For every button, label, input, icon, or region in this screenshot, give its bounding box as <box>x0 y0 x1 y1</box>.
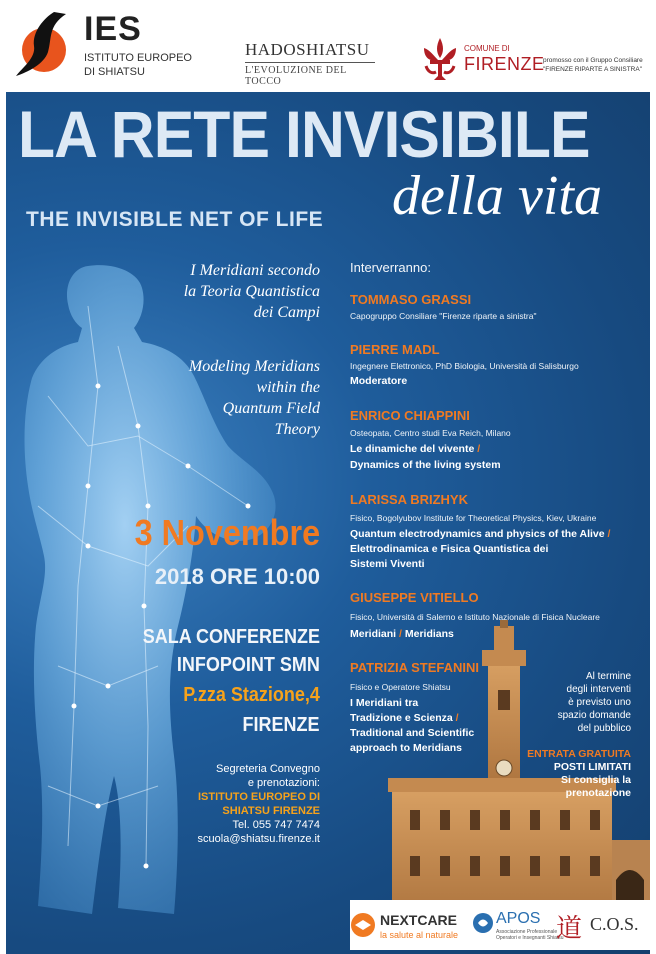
speaker-talk: Meridiani / Meridians <box>350 628 454 640</box>
contact-org: ISTITUTO EUROPEO DI <box>197 791 320 803</box>
apos-mark-icon <box>472 912 494 934</box>
subtitle-it-line: I Meridiani secondo <box>190 262 320 279</box>
qa-note-line: Al termine <box>585 671 631 682</box>
ies-logo <box>14 8 214 84</box>
firenze-label: FIRENZE <box>464 54 545 74</box>
speaker-affiliation: Fisico e Operatore Shiatsu <box>350 682 451 692</box>
cos-logo <box>556 904 650 948</box>
entry-note <box>526 748 631 800</box>
talk-separator: / <box>455 712 459 724</box>
qa-note-line: del pubblico <box>577 723 631 734</box>
comune-firenze-logo <box>420 36 545 84</box>
speaker-talk: Quantum electrodynamics and physics of the Alive / <box>350 528 611 540</box>
title-sub: della vita <box>392 165 602 227</box>
hadoshiatsu-name: HADOSHIATSU <box>245 40 370 59</box>
venue-city: FIRENZE <box>242 714 320 736</box>
qa-note-line: spazio domande <box>557 710 631 721</box>
speaker-affiliation: Fisico, Università di Salerno e Istituto Nazionale di Fisica Nucleare <box>350 612 600 622</box>
speaker-talk: Sistemi Viventi <box>350 558 425 570</box>
speaker-talk: Traditional and Scientific <box>350 727 475 739</box>
speaker-name: PIERRE MADL <box>350 342 440 357</box>
nextcare-tagline: la salute al naturale <box>380 930 459 940</box>
contact-line: Segreteria Convegno <box>216 763 320 775</box>
qa-note-line: degli interventi <box>566 684 631 695</box>
subtitle-it-line: dei Campi <box>253 304 320 321</box>
speaker-name: ENRICO CHIAPPINI <box>350 408 470 423</box>
title-english: THE INVISIBLE NET OF LIFE <box>26 208 324 231</box>
speaker-talk: approach to Meridians <box>350 742 463 754</box>
speaker-talk: Elettrodinamica e Fisica Quantistica dei <box>350 543 549 555</box>
speaker-talk: Dynamics of the living system <box>350 459 501 471</box>
ies-subtitle-2: DI SHIATSU <box>84 66 145 78</box>
subtitle-it-line: la Teoria Quantistica <box>183 283 320 300</box>
contact-line: e prenotazioni: <box>247 777 320 789</box>
event-time: 2018 ORE 10:00 <box>154 564 320 589</box>
apos-line1: Associazione Professionale <box>496 929 558 935</box>
apos-logo <box>472 904 564 948</box>
apos-name: APOS <box>496 910 541 927</box>
subtitle-en-line: Modeling Meridians <box>188 358 320 375</box>
venue-line: INFOPOINT SMN <box>176 654 320 676</box>
entry-note-line: Si consiglia la <box>560 774 631 786</box>
speakers-intro: Interverranno: <box>350 260 431 275</box>
subtitle-en-line: Quantum Field <box>222 400 320 417</box>
speaker-role: Moderatore <box>350 375 408 387</box>
hadoshiatsu-divider <box>245 62 375 63</box>
hadoshiatsu-tagline: L'EVOLUZIONE DEL TOCCO <box>245 65 347 87</box>
speaker-name: PATRIZIA STEFANINI <box>350 660 480 675</box>
speaker-talk: Tradizione e Scienza / <box>350 712 459 724</box>
speaker-affiliation: Osteopata, Centro studi Eva Reich, Milano <box>350 428 511 438</box>
entry-free-label: ENTRATA GRATUITA <box>527 748 631 760</box>
apos-line2: Operatori e Insegnanti Shiatsu <box>496 935 564 941</box>
cos-glyph-icon: 道 <box>556 914 583 944</box>
speaker-affiliation: Capogruppo Consiliare "Firenze riparte a sinistra" <box>350 311 537 321</box>
entry-limited-label: POSTI LIMITATI <box>553 761 631 773</box>
contact-email: scuola@shiatsu.firenze.it <box>197 833 320 845</box>
nextcare-mark-icon <box>350 912 376 938</box>
speaker-talk: Le dinamiche del vivente / <box>350 443 481 455</box>
venue-line: SALA CONFERENZE <box>142 626 320 648</box>
speaker-name: TOMMASO GRASSI <box>350 292 472 307</box>
subtitle-en-line: within the <box>256 379 320 396</box>
promo-note: promosso con il Gruppo Consiliare "FIRENZE RIPARTE A SINISTRA" <box>543 57 643 73</box>
ies-brush-mark-icon <box>14 8 78 78</box>
subtitle-en-line: Theory <box>274 421 320 438</box>
venue-address: P.zza Stazione,4 <box>183 684 320 706</box>
speaker-name: GIUSEPPE VITIELLO <box>350 590 479 605</box>
contact-phone: Tel. 055 747 7474 <box>232 819 320 831</box>
contact-org: SHIATSU FIRENZE <box>222 805 320 817</box>
ies-name: IES <box>84 10 142 48</box>
talk-separator: / <box>477 443 481 455</box>
hadoshiatsu-logo <box>245 40 375 87</box>
florentine-lily-icon <box>420 36 460 82</box>
qa-note-line: è previsto uno <box>568 697 631 708</box>
talk-separator: / <box>399 628 402 640</box>
title-main: LA RETE INVISIBILE <box>18 97 590 171</box>
speaker-affiliation: Ingegnere Elettronico, PhD Biologia, Università di Salisburgo <box>350 361 579 371</box>
entry-note-line: prenotazione <box>565 787 631 799</box>
speaker-talk: I Meridiani tra <box>350 697 419 709</box>
talk-separator: / <box>607 528 611 540</box>
qa-note <box>536 670 631 735</box>
speaker-name: LARISSA BRIZHYK <box>350 492 468 507</box>
comune-label: COMUNE DI <box>464 44 510 53</box>
ies-subtitle-1: ISTITUTO EUROPEO <box>84 52 192 64</box>
cos-name: C.O.S. <box>590 914 639 934</box>
nextcare-logo <box>350 904 470 948</box>
event-date: 3 Novembre <box>134 512 320 553</box>
speaker-affiliation: Fisico, Bogolyubov Institute for Theoretical Physics, Kiev, Ukraine <box>350 513 597 523</box>
nextcare-name: NEXTCARE <box>380 912 458 928</box>
